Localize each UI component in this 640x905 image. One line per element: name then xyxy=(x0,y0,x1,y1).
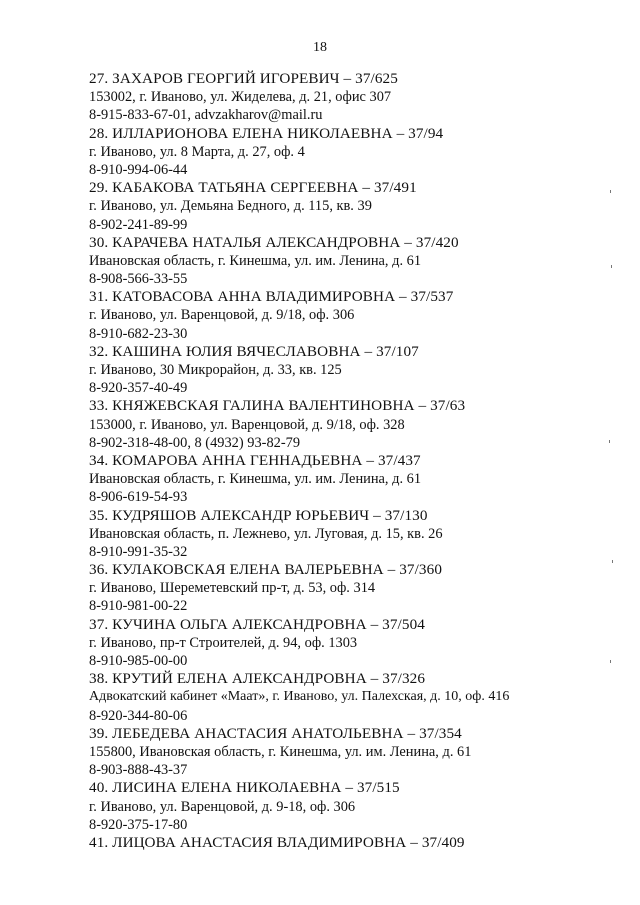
entry-name: 31. КАТОВАСОВА АННА ВЛАДИМИРОВНА – 37/537 xyxy=(89,288,454,306)
entry-address: г. Иваново, ул. 8 Марта, д. 27, оф. 4 xyxy=(89,143,305,160)
entry-name: 35. КУДРЯШОВ АЛЕКСАНДР ЮРЬЕВИЧ – 37/130 xyxy=(89,506,428,524)
entry-address: 155800, Ивановская область, г. Кинешма, ул. им. Ленина, д. 61 xyxy=(89,743,472,760)
list-item xyxy=(89,670,609,725)
entry-contact: 8-920-375-17-80 xyxy=(89,816,188,833)
scan-speck xyxy=(609,440,610,443)
entry-contact: 8-906-619-54-93 xyxy=(89,489,188,506)
attorney-list xyxy=(89,70,609,852)
entry-contact: 8-920-344-80-06 xyxy=(89,707,188,724)
entry-contact: 8-910-981-00-22 xyxy=(89,598,188,615)
entry-name: 29. КАБАКОВА ТАТЬЯНА СЕРГЕЕВНА – 37/491 xyxy=(89,179,417,197)
entry-name: 30. КАРАЧЕВА НАТАЛЬЯ АЛЕКСАНДРОВНА – 37/420 xyxy=(89,233,459,251)
entry-address: г. Иваново, ул. Варенцовой, д. 9-18, оф. 306 xyxy=(89,798,356,815)
entry-address: г. Иваново, пр-т Строителей, д. 94, оф. 1303 xyxy=(89,634,358,651)
entry-address: Ивановская область, г. Кинешма, ул. им. Ленина, д. 61 xyxy=(89,252,422,269)
scan-speck xyxy=(610,660,611,663)
list-item xyxy=(89,234,609,289)
entry-name: 36. КУЛАКОВСКАЯ ЕЛЕНА ВАЛЕРЬЕВНА – 37/360 xyxy=(89,561,443,579)
entry-name: 32. КАШИНА ЮЛИЯ ВЯЧЕСЛАВОВНА – 37/107 xyxy=(89,342,419,360)
entry-contact: 8-910-991-35-32 xyxy=(89,543,188,560)
entry-contact: 8-920-357-40-49 xyxy=(89,380,188,397)
entry-name: 41. ЛИЦОВА АНАСТАСИЯ ВЛАДИМИРОВНА – 37/409 xyxy=(89,833,465,851)
scan-speck xyxy=(611,265,612,268)
entry-contact: 8-910-985-00-00 xyxy=(89,653,188,669)
entry-address: г. Иваново, ул. Варенцовой, д. 9/18, оф. 306 xyxy=(89,307,355,324)
entry-name: 34. КОМАРОВА АННА ГЕННАДЬЕВНА – 37/437 xyxy=(89,451,421,469)
entry-contact: 8-902-241-89-99 xyxy=(89,216,188,233)
list-item xyxy=(89,343,609,398)
entry-name: 37. КУЧИНА ОЛЬГА АЛЕКСАНДРОВНА – 37/504 xyxy=(89,615,425,633)
entry-address: г. Иваново, Шереметевский пр-т, д. 53, оф. 314 xyxy=(89,580,376,597)
list-item xyxy=(89,70,609,125)
list-item xyxy=(89,179,609,234)
scan-speck xyxy=(612,560,613,563)
list-item xyxy=(89,779,609,834)
scan-speck xyxy=(610,190,611,193)
entry-address: Ивановская область, п. Лежнево, ул. Луговая, д. 15, кв. 26 xyxy=(89,525,443,542)
entry-address: 153000, г. Иваново, ул. Варенцовой, д. 9/18, оф. 328 xyxy=(89,416,405,433)
entry-contact: 8-903-888-43-37 xyxy=(89,762,188,779)
entry-contact: 8-910-994-06-44 xyxy=(89,161,188,178)
entry-address: г. Иваново, ул. Демьяна Бедного, д. 115, кв. 39 xyxy=(89,198,372,215)
list-item xyxy=(89,125,609,180)
entry-name: 38. КРУТИЙ ЕЛЕНА АЛЕКСАНДРОВНА – 37/326 xyxy=(89,670,426,688)
entry-name: 39. ЛЕБЕДЕВА АНАСТАСИЯ АНАТОЛЬЕВНА – 37/354 xyxy=(89,724,462,742)
entry-address: г. Иваново, 30 Микрорайон, д. 33, кв. 125 xyxy=(89,362,342,378)
entry-contact: 8-902-318-48-00, 8 (4932) 93-82-79 xyxy=(89,434,301,451)
entry-name: 28. ИЛЛАРИОНОВА ЕЛЕНА НИКОЛАЕВНА – 37/94 xyxy=(89,124,444,142)
list-item xyxy=(89,507,609,562)
entry-address: 153002, г. Иваново, ул. Жиделева, д. 21, офис 307 xyxy=(89,89,392,106)
entry-contact: 8-915-833-67-01, advzakharov@mail.ru xyxy=(89,107,323,124)
page-number: 18 xyxy=(313,40,327,55)
entry-name: 33. КНЯЖЕВСКАЯ ГАЛИНА ВАЛЕНТИНОВНА – 37/63 xyxy=(89,397,466,415)
entry-address: Адвокатский кабинет «Маат», г. Иваново, ул. Палехская, д. 10, оф. 416 xyxy=(89,689,510,705)
list-item xyxy=(89,616,609,671)
list-item xyxy=(89,397,609,452)
list-item xyxy=(89,561,609,616)
list-item xyxy=(89,288,609,343)
list-item xyxy=(89,834,609,852)
entry-name: 27. ЗАХАРОВ ГЕОРГИЙ ИГОРЕВИЧ – 37/625 xyxy=(89,70,398,87)
entry-address: Ивановская область, г. Кинешма, ул. им. Ленина, д. 61 xyxy=(89,471,422,488)
list-item xyxy=(89,725,609,780)
entry-contact: 8-910-682-23-30 xyxy=(89,325,188,342)
entry-contact: 8-908-566-33-55 xyxy=(89,271,188,288)
list-item xyxy=(89,452,609,507)
entry-name: 40. ЛИСИНА ЕЛЕНА НИКОЛАЕВНА – 37/515 xyxy=(89,779,400,797)
